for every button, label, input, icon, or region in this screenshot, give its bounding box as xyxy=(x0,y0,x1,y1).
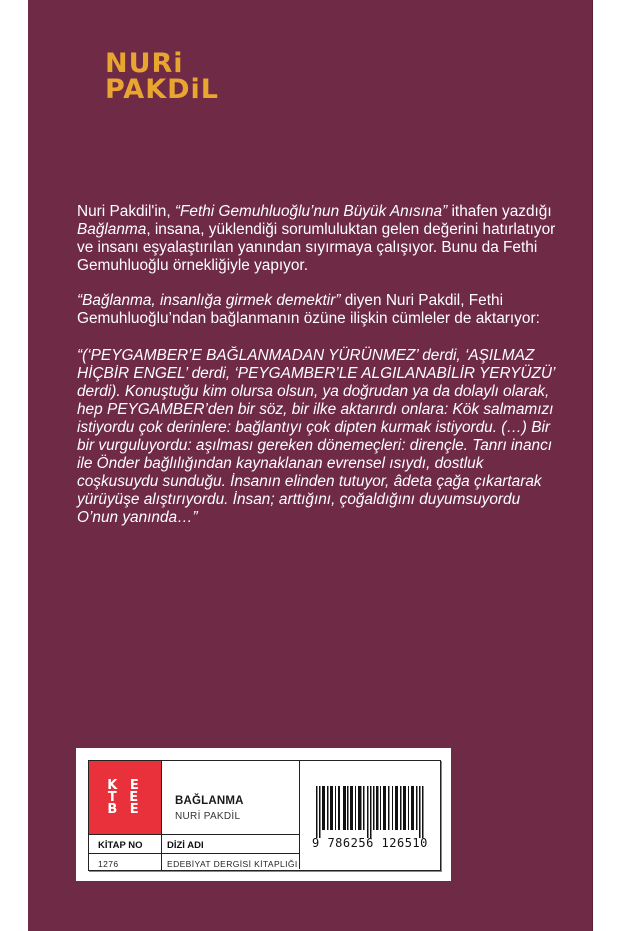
barcode-icon xyxy=(316,786,428,838)
series-name-value: EDEBİYAT DERGİSİ KİTAPLIĞI xyxy=(167,859,298,869)
text-run: ithafen yazdığı xyxy=(447,203,552,220)
logo-row: T E xyxy=(107,789,143,805)
book-info-label xyxy=(76,748,451,881)
author-logo-line2: PAKDiL xyxy=(105,74,219,105)
blurb-text xyxy=(77,203,557,545)
inline-quote: “Bağlanma, insanlığa girmek demektir” xyxy=(77,292,341,309)
barcode-cell xyxy=(299,761,440,869)
text-run: diyen Nuri Pakdil, Fethi Gemuhluoğlu’ndan bağlanmanın özüne ilişkin cümleler de aktarıyor: xyxy=(77,292,540,327)
book-no-value: 1276 xyxy=(98,859,119,869)
header-row xyxy=(89,834,299,853)
author-logo xyxy=(105,48,219,105)
author-logo-line1: NURi xyxy=(105,48,184,79)
book-title: BAĞLANMA xyxy=(175,795,244,807)
value-row xyxy=(89,853,299,870)
logo-row: K E xyxy=(107,777,143,793)
logo-row: B E xyxy=(107,801,143,817)
blurb-paragraph-2 xyxy=(77,292,557,328)
dedication-quote: “Fethi Gemuhluoğlu’nun Büyük Anısına” xyxy=(174,203,448,220)
isbn-digits: 9 786256 126510 xyxy=(312,836,428,850)
publisher-logo xyxy=(89,761,161,834)
book-title-inline: Bağlanma xyxy=(77,221,147,238)
blurb-paragraph-1 xyxy=(77,203,557,275)
blurb-paragraph-3-quote: “(‘PEYGAMBER’E BAĞLANMADAN YÜRÜNMEZ’ derdi, ‘AŞILMAZ HİÇBİR ENGEL’ derdi, ‘PEYGAMBER’LE ALGILANABİLİR YERYÜZÜ’ derdi). Konuştuğu kim olursa olsun, ya doğrudan ya da dolaylı olarak, hep PEYGAMBER’den bir söz, bir ilke aktarırdı onlara: Kök salmamızı istiyordu çok derinlere: bağlantıyı çok dipten kurmak istiyordu. (…) Bir bir vurguluyordu: aşılması gereken dönemeçleri: dirençle. Tanrı inancı ile Önder bağlılığından kaynaklanan evrensel ısıydı, dostluk coşkusuydu sunduğu. İnsanın elinden tutuyor, âdeta çağa çıkartarak yürüyüşe alıştırıyordu. İnsan; arttığını, çoğaldığını duyumsuyordu O’nun yanında…” xyxy=(77,347,555,526)
book-no-header: KİTAP NO xyxy=(98,840,143,851)
label-table xyxy=(88,760,441,871)
text-run: , insana, yüklendiği sorumluluktan gelen değerini hatırlatıyor ve insanı eşyalaştırılan yanından sıyırmaya çalışıyor. Bunu da Fethi Gemuhluoğlu örnekliğiyle yapıyor. xyxy=(77,221,556,274)
book-author: NURİ PAKDİL xyxy=(175,811,241,822)
title-cell xyxy=(161,761,299,834)
text-run: Nuri Pakdil'in, xyxy=(77,203,175,220)
ketebe-logo-icon xyxy=(107,777,143,817)
series-name-header: DİZİ ADI xyxy=(167,840,204,851)
